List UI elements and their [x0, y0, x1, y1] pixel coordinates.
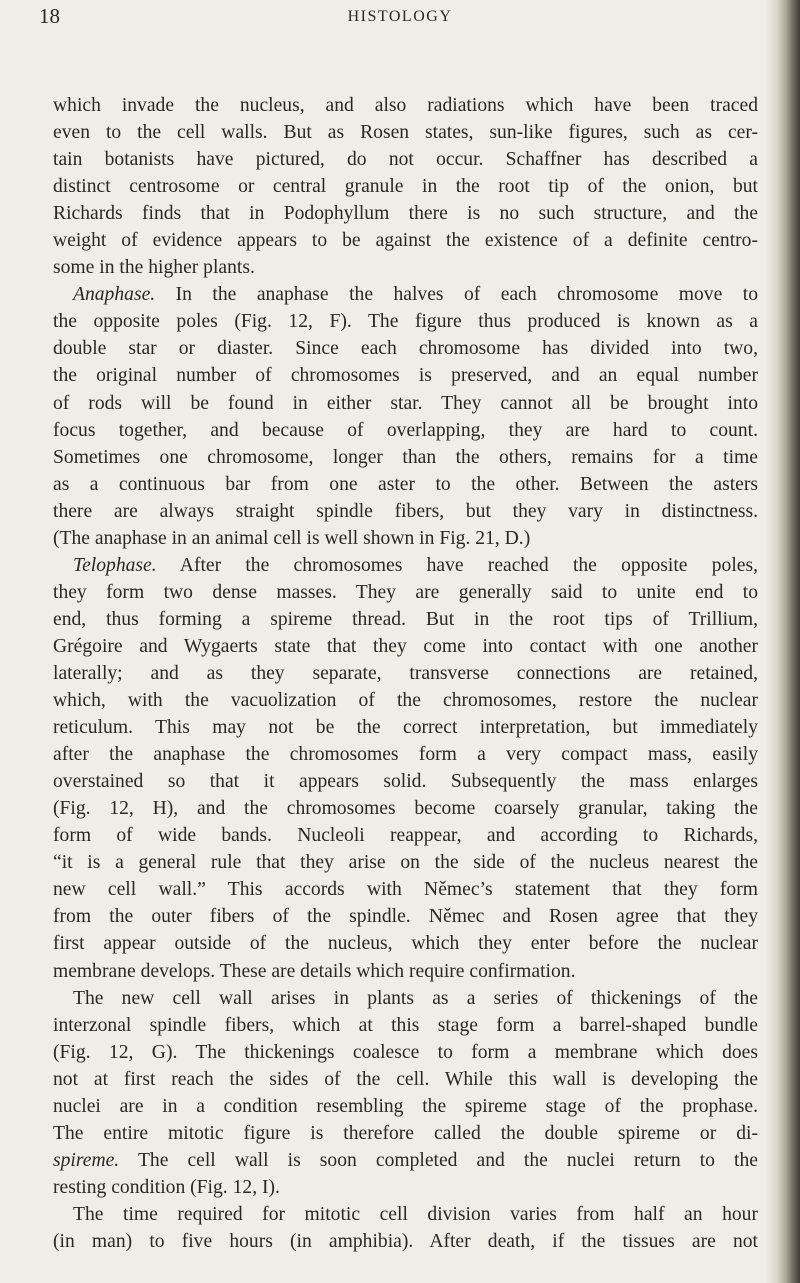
text-line — [53, 1228, 758, 1255]
line-text: focus together, and because of overlapping, they are hard to count. — [53, 419, 758, 441]
line-text: end, thus forming a spireme thread. But in the root tips of Trillium, — [53, 608, 758, 630]
line-text: (in man) to five hours (in amphibia). After death, if the tissues are not — [53, 1230, 758, 1252]
line-text: (Fig. 12, H), and the chromosomes become coarsely granular, taking the — [53, 798, 758, 820]
line-text: the original number of chromosomes is preserved, and an equal number — [53, 365, 758, 387]
line-text: overstained so that it appears solid. Subsequently the mass enlarges — [53, 771, 758, 793]
line-text: The new cell wall arises in plants as a series of thickenings of the — [73, 987, 758, 1009]
text-line — [53, 525, 758, 552]
text-line — [53, 119, 758, 146]
line-text: double star or diaster. Since each chromosome has divided into two, — [53, 338, 758, 360]
line-text: In the anaphase the halves of each chromosome move to — [155, 284, 758, 306]
line-text: the opposite poles (Fig. 12, F). The figure thus produced is known as a — [53, 311, 758, 333]
text-line — [53, 1066, 758, 1093]
line-text: membrane develops. These are details which require confirmation. — [53, 960, 576, 982]
text-line — [53, 903, 758, 930]
line-text: tain botanists have pictured, do not occur. Schaffner has described a — [53, 149, 758, 171]
text-line — [53, 768, 758, 795]
line-text: resting condition (Fig. 12, I). — [53, 1176, 280, 1198]
italic-term: Telophase. — [73, 554, 157, 576]
text-line — [53, 1039, 758, 1066]
line-text: Richards finds that in Podophyllum there is no such structure, and the — [53, 203, 758, 225]
line-text: which, with the vacuolization of the chromosomes, restore the nuclear — [53, 690, 758, 712]
line-text: (The anaphase in an animal cell is well shown in Fig. 21, D.) — [53, 527, 531, 549]
text-line — [53, 579, 758, 606]
line-text: weight of evidence appears to be against the existence of a definite centro- — [53, 230, 758, 252]
text-line — [53, 146, 758, 173]
line-text: some in the higher plants. — [53, 257, 255, 279]
page-edge-shadow — [766, 0, 800, 1283]
text-line — [53, 985, 758, 1012]
line-text: from the outer fibers of the spindle. Němec and Rosen agree that they — [53, 906, 758, 928]
text-line — [53, 200, 758, 227]
text-line — [53, 471, 758, 498]
italic-term: spireme. — [53, 1149, 120, 1171]
text-line — [53, 254, 758, 281]
text-line — [53, 390, 758, 417]
line-text: reticulum. This may not be the correct interpretation, but immediately — [53, 717, 758, 739]
line-text: not at first reach the sides of the cell. While this wall is developing the — [53, 1068, 758, 1090]
line-text: After the chromosomes have reached the opposite poles, — [156, 554, 758, 576]
line-text: new cell wall.” This accords with Němec’s statement that they form — [53, 879, 758, 901]
line-text: Grégoire and Wygaerts state that they come into contact with one another — [53, 635, 758, 657]
line-text: The entire mitotic figure is therefore called the double spireme or di- — [53, 1122, 758, 1144]
line-text: nuclei are in a condition resembling the spireme stage of the prophase. — [53, 1095, 758, 1117]
text-line — [53, 795, 758, 822]
text-line — [53, 958, 758, 985]
line-text: they form two dense masses. They are generally said to unite end to — [53, 581, 758, 603]
text-line — [53, 173, 758, 200]
line-text: laterally; and as they separate, transverse connections are retained, — [53, 662, 758, 684]
line-text: (Fig. 12, G). The thickenings coalesce to form a membrane which does — [53, 1041, 758, 1063]
text-line — [53, 1147, 758, 1174]
line-text: as a continuous bar from one aster to the other. Between the asters — [53, 473, 758, 495]
text-line — [53, 660, 758, 687]
text-line — [53, 876, 758, 903]
text-line — [53, 335, 758, 362]
line-text: The cell wall is soon completed and the nuclei return to the — [119, 1149, 758, 1171]
text-line — [53, 930, 758, 957]
body-text — [53, 92, 758, 1255]
text-line — [53, 1174, 758, 1201]
line-text: after the anaphase the chromosomes form a very compact mass, easily — [53, 744, 758, 766]
text-line — [53, 849, 758, 876]
line-text: there are always straight spindle fibers, but they vary in distinctness. — [53, 500, 758, 522]
text-line — [53, 362, 758, 389]
text-line — [53, 1120, 758, 1147]
text-line — [53, 227, 758, 254]
text-line — [53, 308, 758, 335]
line-text: The time required for mitotic cell division varies from half an hour — [73, 1203, 758, 1225]
text-line — [53, 281, 758, 308]
text-line — [53, 633, 758, 660]
text-line — [53, 1012, 758, 1039]
text-line — [53, 92, 758, 119]
italic-term: Anaphase. — [73, 284, 156, 306]
line-text: even to the cell walls. But as Rosen states, sun-like figures, such as cer- — [53, 122, 758, 144]
text-line — [53, 1093, 758, 1120]
text-line — [53, 714, 758, 741]
line-text: which invade the nucleus, and also radiations which have been traced — [53, 95, 758, 116]
text-line — [53, 1201, 758, 1228]
line-text: form of wide bands. Nucleoli reappear, and according to Richards, — [53, 825, 758, 847]
text-line — [53, 417, 758, 444]
text-line — [53, 687, 758, 714]
line-text: first appear outside of the nucleus, which they enter before the nuclear — [53, 933, 758, 955]
line-text: “it is a general rule that they arise on the side of the nucleus nearest the — [53, 852, 758, 874]
text-line — [53, 498, 758, 525]
line-text: Sometimes one chromosome, longer than the others, remains for a time — [53, 446, 758, 468]
line-text: interzonal spindle fibers, which at this stage form a barrel-shaped bundle — [53, 1014, 758, 1036]
text-line — [53, 741, 758, 768]
line-text: distinct centrosome or central granule in the root tip of the onion, but — [53, 176, 758, 198]
page-number: 18 — [39, 4, 60, 28]
line-text: of rods will be found in either star. They cannot all be brought into — [53, 392, 758, 414]
running-head: HISTOLOGY — [347, 8, 453, 25]
text-line — [53, 606, 758, 633]
text-line — [53, 552, 758, 579]
text-line — [53, 444, 758, 471]
text-line — [53, 822, 758, 849]
